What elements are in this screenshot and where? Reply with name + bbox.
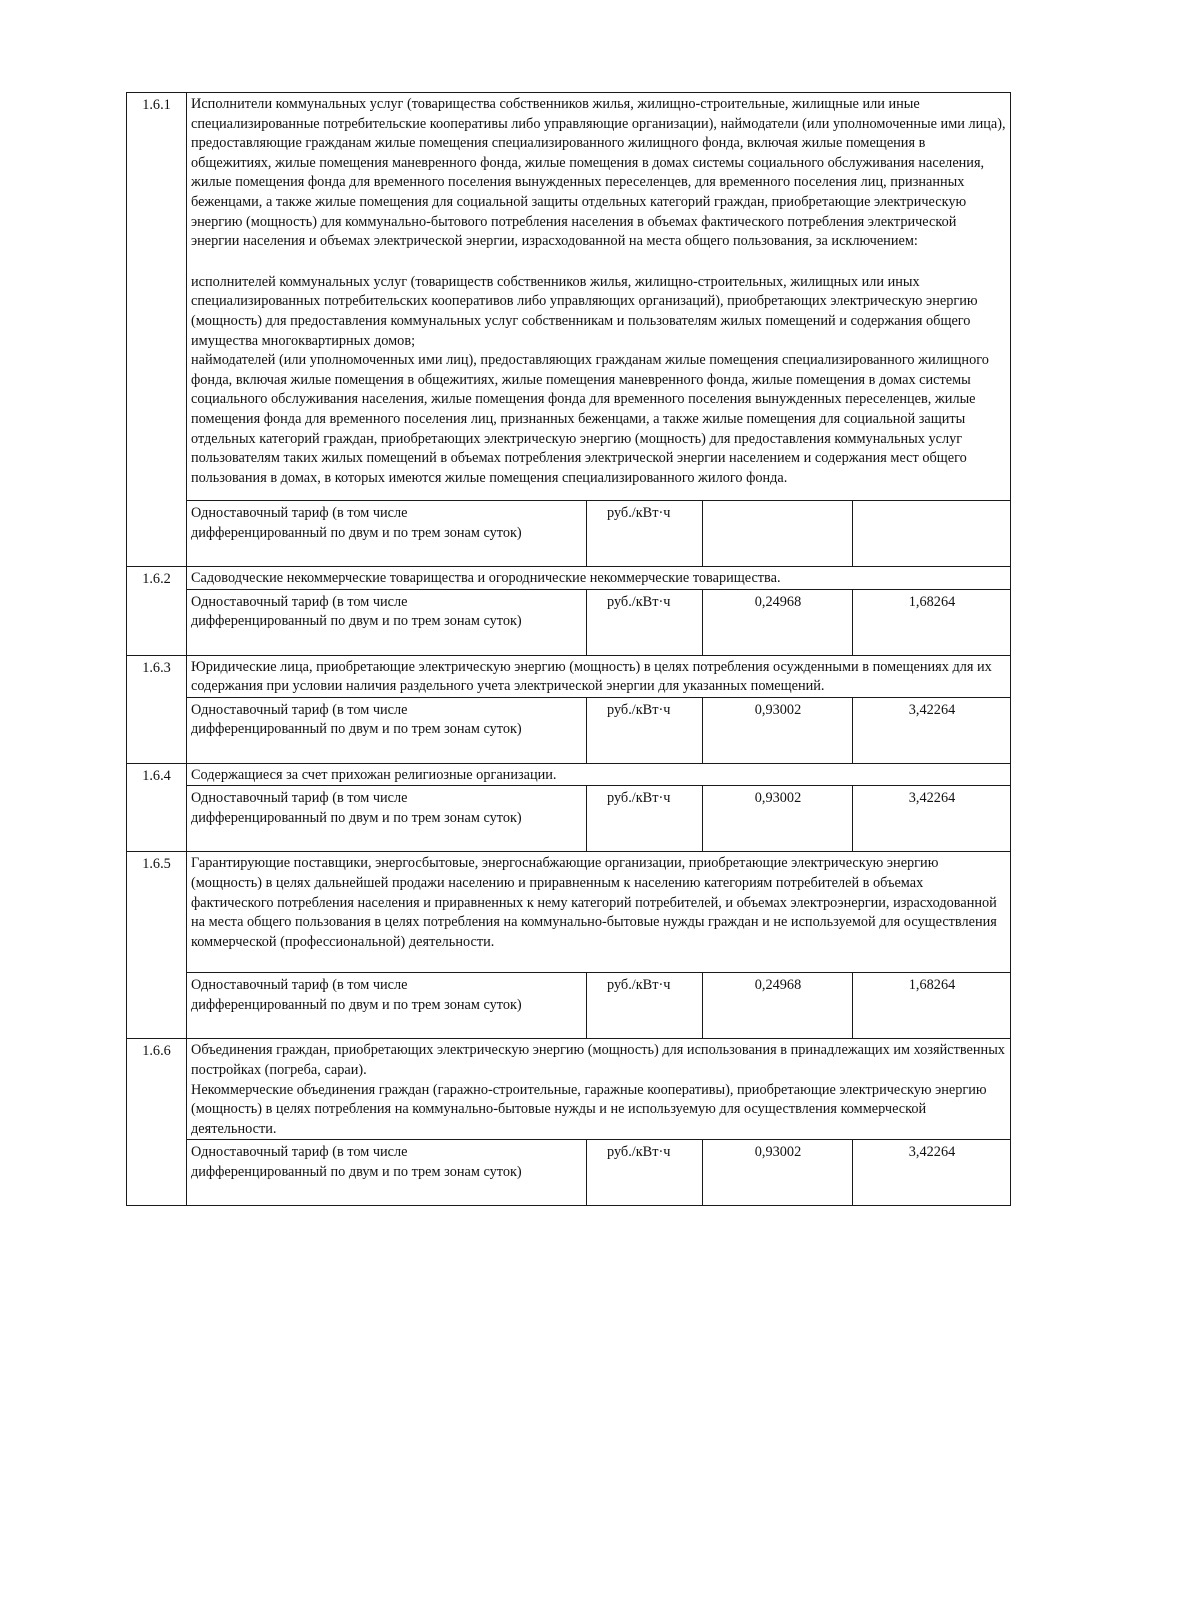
tariff-label-line: дифференцированный по двум и по трем зонам суток) [191, 524, 522, 541]
tariff-label-line: дифференцированный по двум и по трем зонам суток) [191, 996, 522, 1013]
tariff-label-line: дифференцированный по двум и по трем зонам суток) [191, 809, 522, 826]
section-number: 1.6.5 [127, 852, 187, 1039]
description-paragraph: Юридические лица, приобретающие электрическую энергию (мощность) в целях потребления осужденными в помещениях для их содержания при условии наличия раздельного учета электрической энергии для указанных помещений. [191, 658, 992, 695]
tariff-label-line: дифференцированный по двум и по трем зонам суток) [191, 721, 522, 738]
description-paragraph: Некоммерческие объединения граждан (гаражно-строительные, гаражные кооперативы), приобретающие электрическую энергию (мощность) в целях потребления на коммунально-бытовые нужды и не используемую для осуществления коммерческой деятельности. [191, 1081, 987, 1137]
section-description [187, 1039, 1011, 1140]
tariff-label-line: дифференцированный по двум и по трем зонам суток) [191, 1163, 522, 1180]
tariff-value-2: 3,42264 [853, 1140, 1011, 1206]
section-row-1-6-1 [127, 93, 1011, 501]
description-paragraph: исполнителей коммунальных услуг (товариществ собственников жилья, жилищно-строительных, жилищных или иных специализированных потребительских кооперативов либо управляющих организаций), приобретающих электрическую энергию (мощность) для предоставления коммунальных услуг собственникам и пользователям жилых помещений и содержания общего имущества многоквартирных домов; [191, 273, 978, 349]
unit-cell: руб./кВт·ч [587, 1140, 703, 1206]
description-paragraph: Гарантирующие поставщики, энергосбытовые, энергоснабжающие организации, приобретающие электрическую энергию (мощность) в целях дальнейшей продажи населению и приравненным к населению категориям потребителей в объемах фактического потребления населения и приравненных к нему категорий потребителей, и объемах электроэнергии, израсходованной на места общего пользования в целях потребления на коммунально-бытовые нужды граждан и не используемой для осуществления коммерческой (профессиональной) деятельности. [191, 855, 997, 950]
tariff-label [187, 697, 587, 763]
tariff-value-1: 0,24968 [703, 973, 853, 1039]
description-paragraph: Исполнители коммунальных услуг (товарищества собственников жилья, жилищно-строительные, жилищные или иные специализированные потребительские кооперативы либо управляющие организации), наймодатели (или уполномоченные ими лица), предоставляющие гражданам жилые помещения специализированного жилищного фонда, включая жилые помещения в общежитиях, жилые помещения маневренного фонда, жилые помещения в домах системы социального обслуживания населения, жилые помещения фонда для временного поселения вынужденных переселенцев, для временного поселения лиц, признанных беженцами, а также жилые помещения для социальной защиты отдельных категорий граждан, приобретающие электрическую энергию (мощность) для коммунально-бытового потребления населения в объемах фактического потребления электрической энергии населения и объемах электрической энергии, израсходованной на места общего пользования, за исключением: [191, 96, 1006, 250]
unit-cell: руб./кВт·ч [587, 697, 703, 763]
tariff-value-2: 1,68264 [853, 973, 1011, 1039]
description-paragraph: Садоводческие некоммерческие товарищества и огороднические некоммерческие товарищества. [191, 570, 781, 586]
tariff-label [187, 589, 587, 655]
tariff-label-line: Одноставочный тариф (в том числе [191, 1144, 408, 1161]
unit-cell: руб./кВт·ч [587, 786, 703, 852]
tariff-value-1: 0,93002 [703, 786, 853, 852]
unit-cell: руб./кВт·ч [587, 589, 703, 655]
tariff-label-line: Одноставочный тариф (в том числе [191, 977, 408, 994]
tariff-row [127, 786, 1011, 852]
description-paragraph: наймодателей (или уполномоченных ими лиц), предоставляющих гражданам жилые помещения специализированного жилищного фонда, включая жилые помещения в общежитиях, жилые помещения маневренного фонда, жилые помещения в домах системы социального обслуживания населения, жилые помещения фонда для временного поселения вынужденных переселенцев, жилые помещения фонда для временного поселения лиц, признанных беженцами, а также жилые помещения для социальной защиты отдельных категорий граждан, приобретающих электрическую энергию (мощность) для предоставления коммунальных услуг пользователям таких жилых помещений в объемах потребления электрической энергии населением и содержания мест общего пользования в домах, в которых имеются жилые помещения специализированного жилого фонда. [191, 352, 989, 486]
tariff-label [187, 973, 587, 1039]
tariff-label-line: Одноставочный тариф (в том числе [191, 701, 408, 718]
tariff-label-line: Одноставочный тариф (в том числе [191, 505, 408, 521]
section-number: 1.6.1 [127, 93, 187, 567]
tariff-row [127, 1140, 1011, 1206]
unit-cell: руб./кВт·ч [587, 973, 703, 1039]
tariff-value-2: 1,68264 [853, 589, 1011, 655]
section-number: 1.6.4 [127, 763, 187, 852]
tariff-value-1: 0,24968 [703, 589, 853, 655]
unit-cell: руб./кВт·ч [587, 501, 703, 567]
tariff-value-1: 0,93002 [703, 1140, 853, 1206]
section-number: 1.6.6 [127, 1039, 187, 1206]
tariff-label [187, 786, 587, 852]
section-row-1-6-5 [127, 852, 1011, 973]
paragraph-gap [191, 252, 1007, 273]
tariff-row [127, 973, 1011, 1039]
tariff-label-line: Одноставочный тариф (в том числе [191, 790, 408, 807]
section-description [187, 567, 1011, 590]
section-row-1-6-4 [127, 763, 1011, 786]
section-description [187, 93, 1011, 501]
tariff-table [126, 92, 1011, 1206]
section-number: 1.6.3 [127, 655, 187, 763]
section-description [187, 655, 1011, 697]
tariff-label-line: Одноставочный тариф (в том числе [191, 593, 408, 610]
tariff-row [127, 501, 1011, 567]
section-number: 1.6.2 [127, 567, 187, 656]
section-row-1-6-2 [127, 567, 1011, 590]
section-description [187, 852, 1011, 973]
tariff-value-2: 3,42264 [853, 786, 1011, 852]
tariff-label-line: дифференцированный по двум и по трем зонам суток) [191, 613, 522, 630]
section-row-1-6-3 [127, 655, 1011, 697]
tariff-label [187, 1140, 587, 1206]
description-paragraph: Содержащиеся за счет прихожан религиозные организации. [191, 766, 557, 783]
description-paragraph: Объединения граждан, приобретающих электрическую энергию (мощность) для использования в принадлежащих им хозяйственных постройках (погреба, сараи). [191, 1042, 1005, 1078]
tariff-row [127, 589, 1011, 655]
tariff-label [187, 501, 587, 567]
tariff-value-2: 3,42264 [853, 697, 1011, 763]
section-row-1-6-6 [127, 1039, 1011, 1140]
tariff-value-2 [853, 501, 1011, 567]
tariff-row [127, 697, 1011, 763]
tariff-value-1 [703, 501, 853, 567]
section-description [187, 763, 1011, 786]
tariff-value-1: 0,93002 [703, 697, 853, 763]
